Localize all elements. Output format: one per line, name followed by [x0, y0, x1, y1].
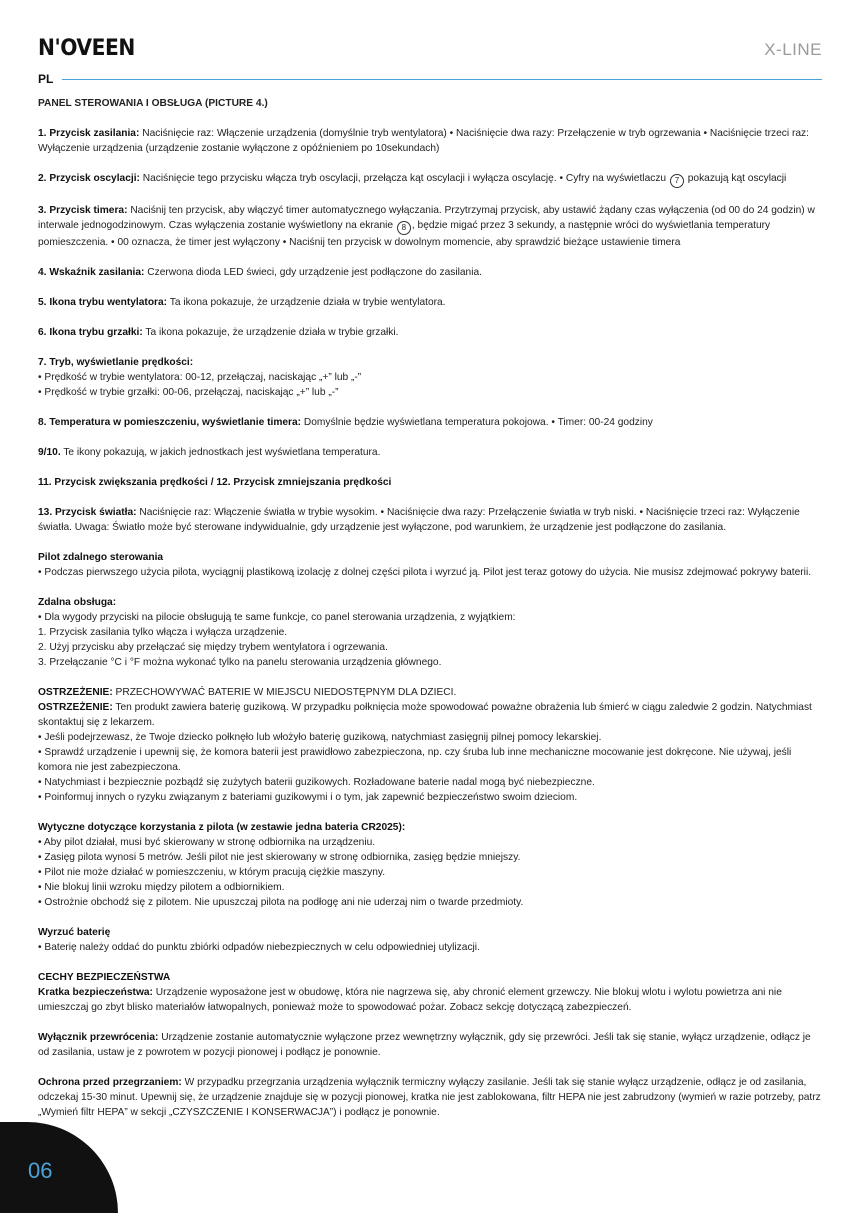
paragraph-battery-disposal: Wyrzuć baterię • Baterię należy oddać do punktu zbiórki odpadów niebezpiecznych w celu odpowiedniej utylizacji.: [38, 927, 480, 953]
circled-number: 8: [397, 221, 411, 235]
paragraph-fan-icon: 5. Ikona trybu wentylatora: Ta ikona pokazuje, że urządzenie działa w trybie wentylatora.: [38, 297, 446, 308]
paragraph-heater-icon: 6. Ikona trybu grzałki: Ta ikona pokazuje, że urządzenie działa w trybie grzałki.: [38, 327, 399, 338]
circled-number: 7: [670, 174, 684, 188]
paragraph-remote-guidelines: Wytyczne dotyczące korzystania z pilota (w zestawie jedna bateria CR2025): • Aby pilot działał, musi być skierowany w stronę odbiornika na urządzeniu. • Zasięg pilota wynosi 5 metrów. Jeśli pilot nie jest skierowany w stronę odbiornika, zasięg będzie mniejszy. • Pilot nie może działać w pomieszczeniu, w którym pracują ciężkie maszyny. • Nie blokuj linii wzroku między pilotem a odbiornikiem. • Ostrożnie obchodź się z pilotem. Nie upuszczaj pilota na podłogę ani nie uderzaj nim o twarde przedmioty.: [38, 822, 524, 908]
paragraph-oscillation-button: 2. Przycisk oscylacji: Naciśnięcie tego przycisku włącza tryb oscylacji, przełącza kąt oscylacji i wyłącza oscylację. • Cyfry na wyświetlaczu 7 pokazują kąt oscylacji: [38, 171, 822, 188]
paragraph-temperature-display: 8. Temperatura w pomieszczeniu, wyświetlanie timera: Domyślnie będzie wyświetlana temperatura pokojowa. • Timer: 00-24 godziny: [38, 417, 653, 428]
page-corner-decoration: [0, 1122, 118, 1213]
section-heading: PANEL STEROWANIA I OBSŁUGA (PICTURE 4.): [38, 98, 268, 109]
manual-content: [38, 96, 822, 1135]
paragraph-battery-warning: OSTRZEŻENIE: PRZECHOWYWAĆ BATERIE W MIEJSCU NIEDOSTĘPNYM DLA DZIECI. OSTRZEŻENIE: Ten produkt zawiera baterię guzikową. W przypadku połknięcia może spowodować poważne obrażenia lub śmierć w ciągu zaledwie 2 godzin. Natychmiast skontaktuj się z lekarzem. • Jeśli podejrzewasz, że Twoje dziecko połknęło lub włożyło baterię guzikową, natychmiast zasięgnij pilnej pomocy lekarskiej. • Sprawdź urządzenie i upewnij się, że komora baterii jest prawidłowo zabezpieczona, np. czy śruba lub inne mechaniczne mocowanie jest dokręcone. Nie używaj, jeśli komora nie jest zabezpieczona. • Natychmiast i bezpiecznie pozbądź się zużytych baterii guzikowych. Rozładowane baterie nadal mogą być niebezpieczne. • Poinformuj innych o ryzyku związanym z bateriami guzikowymi i o tym, jak zapewnić bezpieczeństwo swoim dzieciom.: [38, 687, 812, 803]
page-number: 06: [28, 1158, 53, 1183]
paragraph-timer-button: 3. Przycisk timera: Naciśnij ten przycisk, aby włączyć timer automatycznego wyłączania. Przytrzymaj przycisk, aby ustawić żądany czas wyłączenia (od 00 do 24 godzin) w interwale jednogodzinowym. Czas wyłączenia zostanie wyświetlony na ekranie 8 , będzie migać przez 3 sekundy, a następnie wróci do wyświetlania temperatury pomieszczenia. • 00 oznacza, że timer jest wyłączony • Naciśnij ten przycisk w dowolnym momencie, aby sprawdzić bieżące ustawienie timera: [38, 205, 815, 248]
paragraph-power-button: 1. Przycisk zasilania: Naciśnięcie raz: Włączenie urządzenia (domyślnie tryb wentylatora) • Naciśnięcie dwa razy: Przełączenie w tryb ogrzewania • Naciśnięcie trzeci raz: Wyłączenie urządzenia (urządzenie zostanie wyłączone z opóźnieniem po 10sekundach): [38, 128, 809, 154]
paragraph-power-indicator: 4. Wskaźnik zasilania: Czerwona dioda LED świeci, gdy urządzenie jest podłączone do zasilania.: [38, 267, 482, 278]
brand-logo: N'OVEEN: [38, 36, 135, 61]
paragraph-speed-buttons: 11. Przycisk zwiększania prędkości / 12. Przycisk zmniejszania prędkości: [38, 477, 392, 488]
paragraph-tip-over-switch: Wyłącznik przewrócenia: Urządzenie zostanie automatycznie wyłączone przez wewnętrzny wyłącznik, gdy się przewróci. Jeśli tak się stanie, wyłącz urządzenie, odłącz je od zasilania, ustaw je z powrotem w pozycji pionowej i podłącz je ponownie.: [38, 1032, 811, 1058]
language-label: PL: [38, 72, 54, 86]
paragraph-unit-icons: 9/10. Te ikony pokazują, w jakich jednostkach jest wyświetlana temperatura.: [38, 447, 381, 458]
header-divider: [62, 79, 822, 80]
paragraph-light-button: 13. Przycisk światła: Naciśnięcie raz: Włączenie światła w trybie wysokim. • Naciśnięcie dwa razy: Przełączenie światła w tryb niski. • Naciśnięcie trzeci raz: Wyłączenie światła. Uwaga: Światło może być sterowane indywidualnie, gdy urządzenie jest wyłączone, pod warunkiem, że urządzenie jest podłączone do zasilania.: [38, 507, 800, 533]
paragraph-safety-grille: CECHY BEZPIECZEŃSTWA Kratka bezpieczeństwa: Urządzenie wyposażone jest w obudowę, która nie nagrzewa się, aby chronić element grzewczy. Nie blokuj wlotu i wylotu powietrza ani nie umieszczaj go zbyt blisko materiałów łatwopalnych, ponieważ może to spowodować pożar. Zobacz sekcję dotyczącą zabezpieczeń.: [38, 972, 782, 1013]
paragraph-speed-display: 7. Tryb, wyświetlanie prędkości: • Prędkość w trybie wentylatora: 00-12, przełączaj, naciskając „+” lub „-” • Prędkość w trybie grzałki: 00-06, przełączaj, naciskając „+” lub „-”: [38, 357, 362, 398]
paragraph-overheat-protection: Ochrona przed przegrzaniem: W przypadku przegrzania urządzenia wyłącznik termiczny wyłączy zasilanie. Jeśli tak się stanie wyłącz urządzenie, odłącz je od zasilania, odczekaj 15-30 minut. Upewnij się, że urządzenie znajduje się w pozycji pionowej, kratka nie jest zablokowana, filtr HEPA nie jest zabrudzony (wymień w razie potrzeby, patrz „Wymień filtr HEPA” w sekcji „CZYSZCZENIE I KONSERWACJA”) i podłącz je ponownie.: [38, 1077, 821, 1118]
series-label: X-LINE: [764, 40, 822, 59]
paragraph-remote: Pilot zdalnego sterowania • Podczas pierwszego użycia pilota, wyciągnij plastikową izolację z dolnej części pilota i wyrzuć ją. Pilot jest teraz gotowy do użycia. Nie musisz zdejmować pokrywy baterii.: [38, 552, 812, 578]
paragraph-remote-operation: Zdalna obsługa: • Dla wygody przyciski na pilocie obsługują te same funkcje, co panel sterowania urządzenia, z wyjątkiem: 1. Przycisk zasilania tylko włącza i wyłącza urządzenie. 2. Użyj przycisku aby przełączać się między trybem wentylatora i ogrzewania. 3. Przełączanie °C i °F można wykonać tylko na panelu sterowania urządzenia głównego.: [38, 597, 516, 668]
